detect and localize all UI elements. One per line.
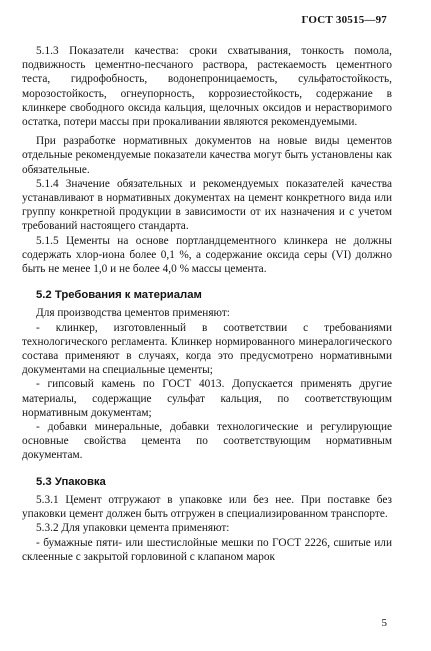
section-5-2-intro: Для производства цементов применяют:	[36, 307, 230, 320]
page-number: 5	[381, 617, 387, 629]
paragraph-5-1-4: 5.1.4 Значение обязательных и рекомендуемых показателей качества устанавливают в нормативных документах на цемент конкретного вида или группу конкретной продукции в зависимости от их назначения и с учетом требований настоящего стандарта.	[22, 177, 392, 233]
list-item-paper-bags: - бумажные пяти- или шестислойные мешки по ГОСТ 2226, сшитые или склеенные с закрытой горловиной с клапаном марок	[22, 536, 392, 563]
paragraph-new-types: При разработке нормативных документов на новые виды цементов отдельные рекомендуемые показатели качества могут быть установлены как обязательные.	[22, 135, 392, 176]
section-heading-5-3: 5.3 Упаковка	[36, 475, 106, 488]
list-item-gypsum: - гипсовый камень по ГОСТ 4013. Допускается применять другие материалы, содержащие сульфат кальция, по соответствующим нормативным документам;	[22, 378, 392, 419]
paragraph-5-3-2: 5.3.2 Для упаковки цемента применяют:	[36, 522, 230, 535]
list-item-clinker: - клинкер, изготовленный в соответствии с требованиями технологического регламента. Клинкер нормированного минералогического состава применяют в случаях, когда это предусмотрено нормативными документами на специальные цементы;	[22, 321, 392, 377]
document-header: ГОСТ 30515—97	[301, 14, 387, 26]
paragraph-5-1-3: 5.1.3 Показатели качества: сроки схватывания, тонкость помола, подвижность цементно-песчаного раствора, растекаемость цементного теста, гидрофобность, водонепроницаемость, сульфатостойкость, морозостойкость, огнеупорность, коррозиестойкость, содержание в клинкере свободного оксида кальция, щелочных оксидов и нерастворимого остатка, потери массы при прокаливании являются рекомендуемыми.	[22, 45, 392, 129]
section-heading-5-2: 5.2 Требования к материалам	[36, 289, 202, 302]
list-item-additives: - добавки минеральные, добавки технологические и регулирующие основные свойства цемента по соответствующим нормативным документам.	[22, 421, 392, 462]
document-body	[22, 44, 392, 564]
paragraph-5-1-5: 5.1.5 Цементы на основе портландцементного клинкера не должны содержать хлор-иона более 0,1 %, а содержание оксида серы (VI) должно быть не менее 1,0 и не более 4,0 % массы цемента.	[22, 234, 392, 276]
paragraph-5-3-1: 5.3.1 Цемент отгружают в упаковке или без нее. При поставке без упаковки цемент должен быть отгружен в специализированном транспорте.	[22, 493, 392, 521]
